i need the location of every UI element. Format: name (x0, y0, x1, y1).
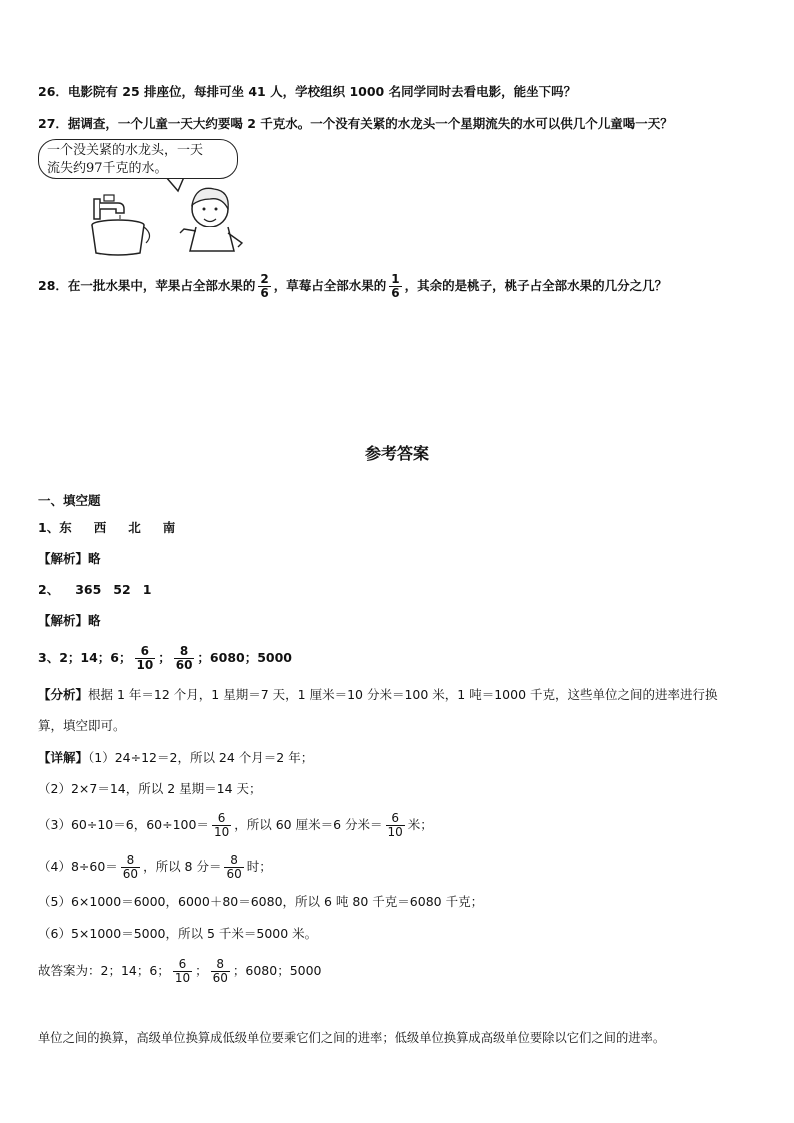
fraction: $\frac{6}{10}$ (213, 811, 230, 839)
bubble-line-1: 一个没关紧的水龙头，一天 (47, 143, 204, 158)
fraction: $\frac{8}{60}$ (175, 644, 193, 672)
child-icon (180, 188, 242, 251)
answer-2: 2、 365 52 1 (38, 582, 152, 597)
fraction: $\frac{6}{10}$ (174, 957, 191, 985)
answer-1: 1、东 西 北 南 (38, 520, 176, 535)
final-answer: 故答案为：2；14；6； $\frac{6}{10}$ ； $\frac{8}{60}$ ；6080；5000 (38, 957, 322, 985)
detail-4: （4）8÷60＝ $\frac{8}{60}$ ，所以 8 分＝ $\frac{8}{60}$ 时； (38, 853, 272, 881)
section-heading: 一、填空题 (38, 493, 101, 508)
faucet-icon (94, 195, 124, 219)
fraction: $\frac{8}{60}$ (212, 957, 228, 985)
answer-3: 3、2；14；6； $\frac{6}{10}$ ； $\frac{8}{60}$ ；6080；5000 (38, 644, 293, 672)
fraction: $\frac{6}{10}$ (387, 811, 403, 839)
question-27: 27．据调查，一个儿童一天大约要喝 2 千克水。一个没有关紧的水龙头一个星期流失的水可以供几个儿童喝一天？ (38, 116, 673, 131)
fraction: $\frac{2}{6}$ (260, 272, 269, 300)
detail-3: （3）60÷10＝6，60÷100＝ $\frac{6}{10}$ ，所以 60 厘米＝6 分米＝ $\frac{6}{10}$ 米； (38, 811, 433, 839)
analysis-3-line-1: 【分析】根据 1 年＝12 个月，1 星期＝7 天，1 厘米＝10 分米＝100 米，1 吨＝1000 千克，这些单位之间的进率进行换 (38, 687, 718, 702)
summary-note: 单位之间的换算，高级单位换算成低级单位要乘它们之间的进率；低级单位换算成高级单位要除以它们之间的进率。 (38, 1031, 666, 1045)
answer-title: 参考答案 (364, 444, 429, 463)
analysis-2: 【解析】略 (38, 613, 101, 628)
question-28: 28．在一批水果中，苹果占全部水果的 $\frac{2}{6}$ ，草莓占全部水果的 $\frac{1}{6}$ ，其余的是桃子，桃子占全部水果的几分之几？ (38, 272, 668, 300)
question-26: 26．电影院有 25 排座位，每排可坐 41 人，学校组织 1000 名同学同时去看电影，能坐下吗？ (38, 84, 577, 99)
fraction: $\frac{8}{60}$ (226, 853, 242, 881)
detail-2: （2）2×7＝14，所以 2 星期＝14 天； (38, 781, 262, 796)
detail-1: 【详解】（1）24÷12＝2，所以 24 个月＝2 年； (38, 750, 314, 765)
analysis-3-line-2: 算，填空即可。 (38, 718, 126, 733)
detail-6: （6）5×1000＝5000，所以 5 千米＝5000 米。 (38, 926, 318, 941)
bucket-icon (92, 220, 150, 255)
fraction: $\frac{6}{10}$ (136, 644, 154, 672)
speech-bubble (38, 139, 238, 179)
detail-5: （5）6×1000＝6000，6000＋80＝6080，所以 6 吨 80 千克＝6080 千克； (38, 894, 484, 909)
bubble-line-2: 流失约97千克的水。 (47, 161, 168, 176)
analysis-1: 【解析】略 (38, 551, 101, 566)
fraction: $\frac{8}{60}$ (122, 853, 139, 881)
fraction: $\frac{1}{6}$ (391, 272, 400, 300)
